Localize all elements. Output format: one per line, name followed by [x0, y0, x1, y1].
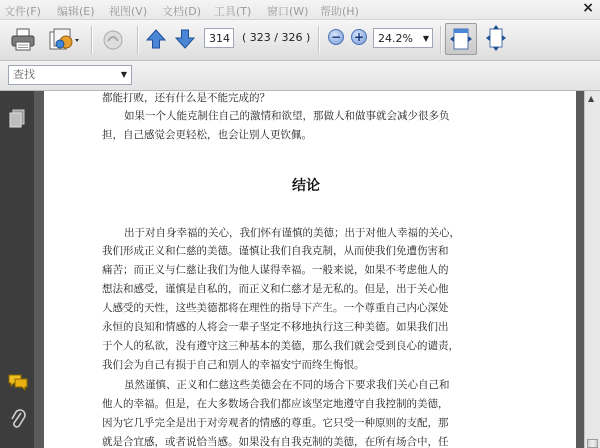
document-viewport[interactable]	[34, 91, 584, 448]
chevron-down-icon[interactable]: ▼	[120, 70, 127, 79]
text-line: 虽然谨慎、正义和仁慈这些美德会在不同的场合下要求我们关心自己和	[124, 379, 450, 391]
scrollbar-thumb[interactable]	[587, 439, 598, 448]
page-count-label: ( 323 / 326 )	[242, 31, 311, 44]
arrow-down-icon	[175, 28, 195, 50]
text-line: 想法和感受，谨慎是自私的，而正义和仁慈才是无私的。但是，出于关心他	[102, 283, 449, 295]
review-button[interactable]	[100, 28, 126, 52]
comments-panel-button[interactable]	[8, 373, 28, 394]
find-toolbar	[0, 61, 600, 91]
review-icon	[100, 28, 126, 52]
create-pdf-button[interactable]	[48, 28, 82, 52]
toolbar-separator	[440, 26, 442, 54]
toolbar-separator	[91, 26, 93, 54]
text-line: 人感受的天性，这些美德都将在理性的指导下产生。一个尊重自己内心深处	[102, 302, 449, 314]
toolbar-separator	[137, 26, 139, 54]
zoom-in-button[interactable]: +	[351, 29, 367, 45]
arrow-up-icon	[146, 28, 166, 50]
menu-help[interactable]: 帮助(H)	[320, 5, 359, 18]
comments-icon	[8, 373, 28, 391]
text-line: 他人的幸福。但是，在大多数场合我们都应该坚定地遵守自我控制的美德，	[102, 398, 449, 410]
find-placeholder: 查找	[13, 68, 35, 81]
text-line: 我们会为自己有损于自己和别人的幸福安宁而终生悔恨。	[102, 359, 365, 371]
zoom-out-button[interactable]: −	[328, 29, 344, 45]
menu-bar	[0, 0, 600, 20]
find-input[interactable]	[8, 65, 132, 85]
print-button[interactable]	[10, 28, 36, 52]
close-icon[interactable]: ×	[582, 0, 594, 16]
section-heading: 结论	[292, 178, 320, 194]
text-line: 出于对自身幸福的关心，我们怀有谨慎的美德；出于对他人幸福的关心，	[124, 227, 460, 239]
main-toolbar	[0, 20, 600, 61]
fit-page-button[interactable]	[481, 23, 513, 55]
fit-page-icon	[481, 23, 511, 53]
fit-width-button[interactable]	[445, 23, 477, 55]
pages-icon	[9, 109, 25, 129]
text-line: 我们形成正义和仁慈的美德。谨慎让我们自我克制，从而使我们免遭伤害和	[102, 245, 449, 257]
zoom-value: 24.2%	[378, 32, 413, 45]
menu-view[interactable]: 视图(V)	[109, 5, 148, 18]
toolbar-separator	[318, 26, 320, 54]
menu-file[interactable]: 文件(F)	[4, 5, 41, 18]
text-line: 都能打败，还有什么是不能完成的？	[102, 92, 270, 104]
text-line: 因为它几乎完全是出于对旁观者的情感的尊重。它只受一种原则的支配，那	[102, 417, 449, 429]
fit-width-icon	[446, 24, 476, 54]
text-line: 如果一个人能克制住自己的激情和欲望，那做人和做事就会减少很多负	[124, 110, 450, 122]
menu-window[interactable]: 窗口(W)	[267, 5, 309, 18]
menu-document[interactable]: 文档(D)	[162, 5, 202, 18]
scroll-up-icon[interactable]: ▲	[588, 94, 595, 103]
page-number-input[interactable]: 314	[204, 28, 234, 48]
navigation-panel	[0, 91, 34, 448]
menu-edit[interactable]: 编辑(E)	[57, 5, 95, 18]
document-page	[44, 91, 576, 448]
text-line: 永恒的良知和情感的人将会一辈子坚定不移地执行这三种美德。如果我们出	[102, 321, 449, 333]
text-line: 痛苦；而正义与仁慈让我们为他人谋得幸福。一般来说，如果不考虑他人的	[102, 264, 449, 276]
pages-panel-button[interactable]	[9, 109, 25, 132]
paperclip-icon	[10, 409, 26, 431]
text-line: 担，自己感觉会更轻松，也会让别人更钦佩。	[102, 129, 312, 141]
menu-tools[interactable]: 工具(T)	[214, 5, 252, 18]
text-line: 就是合宜感，或者说恰当感。如果没有自我克制的美德，在所有场合中，任	[102, 436, 449, 448]
next-page-button[interactable]	[175, 28, 195, 50]
text-line: 于个人的私欲，没有遵守这三种基本的美德，那么我们就会受到良心的谴责，	[102, 340, 459, 352]
chevron-down-icon: ▼	[422, 34, 429, 43]
vertical-scrollbar[interactable]	[584, 91, 600, 448]
attachments-panel-button[interactable]	[10, 409, 26, 434]
create-pdf-icon	[48, 28, 82, 52]
previous-page-button[interactable]	[146, 28, 166, 50]
printer-icon	[10, 28, 36, 52]
zoom-select[interactable]	[373, 28, 433, 48]
